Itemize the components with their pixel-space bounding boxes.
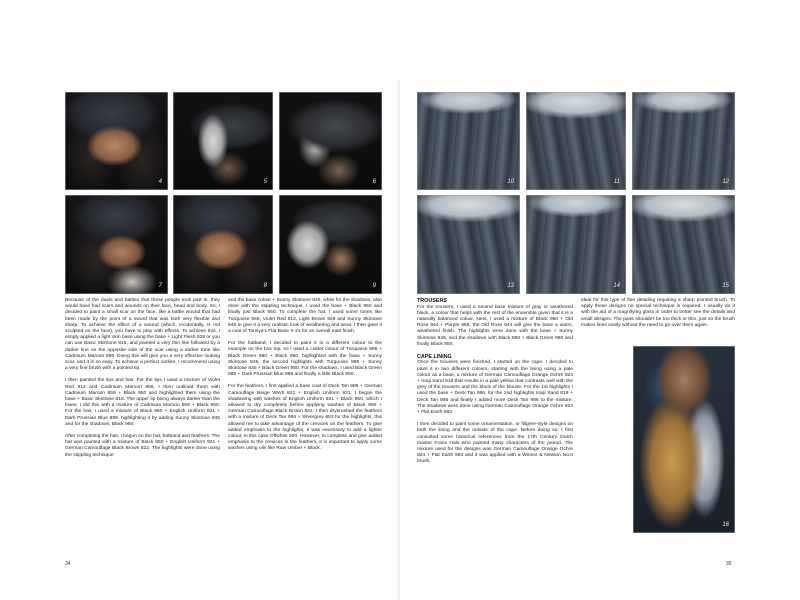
paragraph: Because of the duels and battles that these people took part in, they would have had scars and wounds on their face, head and body. So, I decided to paint a small scar on the face, like a battle wound that had been made by the point of a sword that was both very flexible and sharp. To achieve the effect of a wound (which, incidentally, is not sculpted on the face), you have to play with effects. To achieve this, I simply applied a light skin base using the base + Light Flesh 928 or you can use Basic Skintone 815, and painted a very thin line followed by a darker line on the opposite side of the scar using a darker tone like Cadmium Maroon 859. Doing this will give you a very effective looking scar, and it is so easy. To achieve a perfect outline, I recommend using a very fine brush with a pointed tip. (65, 298, 220, 372)
right-page (400, 0, 800, 600)
photo-number: 15 (722, 283, 729, 289)
paragraph: I then painted the lips and hair. For the lips I used a mixture of Violet Red 812 and Cadmium Maroon 859. I then outlined them with Cadmium Maroon 859 + Black 950 and highlighted them using the base + Basic Skintone 815. The upper lip being always darker than the lower, I did this with a mixture of Cadmium Maroon 859 + Black 950. For the hair, I used a mixture of Black 950 + English Uniform 921 + Dark Prussian Blue 899, highlighting it by adding Sunny Skintone 845 and for the shadows, Black 950. (65, 378, 220, 427)
photo-bust-three-quarter (173, 195, 273, 294)
paragraph: I then decided to paint some ornamentation, or filigree-style designs on both the lining and the outside of the cape. Before doing so, I first consulted some historical references from the 17th Century Dutch master Frans Hals who painted many characters of the period. The mixture used for the designs was German Camouflage Orange Ochre 824 + Flat Earth 983 and it was applied with a Winsor & Newton No.0 brush, (417, 422, 573, 465)
photo-trousers-detail (526, 195, 626, 294)
photo-number: 6 (372, 179, 376, 185)
photo-hat-side (279, 92, 382, 190)
photo-number: 10 (507, 179, 514, 185)
photo-number: 14 (613, 283, 620, 289)
photo-number: 12 (722, 179, 729, 185)
photo-number: 9 (372, 283, 376, 289)
paragraph: For the hatband, I decided to paint it in a different colour to the example on the box top, so I used a colder colour of Turquoise 966 + Black Green 980 + Black 950, highlighted with the base + Sunny Skintone 845, the second highlights with Turquoise 899 + Sunny Skintone 845 + Black Green 980. For the shadows, I used Black Green 980 + Dark Prussian Blue 899 and finally a little Black 950. (228, 341, 382, 378)
photo-bust-front (65, 92, 168, 190)
section-title-cape-lining: CAPE LINING (417, 353, 452, 360)
photo-trousers-back (417, 195, 520, 294)
paragraph: For the trousers, I used a neutral base mixture of gray or weathered black, a colour that helps with the rest of the ensemble given that it is a naturally balanced colour. Next, I used a mixture of Black 950 + Old Rose 944 + Purple 959, the Old Rose 944 will give the base a warm, weathered finish. The highlights were done with the base + Sunny Skintone 845, and the shadows with Black 950 + Black Green 980 and finally Black 950. (417, 304, 573, 347)
page-number: 35 (726, 561, 732, 567)
section-title-trousers: TROUSERS (417, 298, 447, 304)
photo-number: 4 (158, 179, 162, 185)
photo-hat-feather (173, 92, 273, 190)
photo-trousers-knee (526, 92, 626, 190)
photo-trousers-side (632, 92, 735, 190)
left-text-column-2 (228, 298, 382, 459)
photo-number: 8 (263, 283, 267, 289)
paragraph: ideal for this type of fine detailing requiring a sharp pointed brush. To apply these designs no special technique is required. I usually do it with the aid of a magnifying glass in order to better see the details and small designs. The paint shouldn't be too thick or thin, just so the brush makes lines easily without the need to go over them again. (581, 298, 735, 328)
photo-number: 16 (722, 522, 729, 528)
page-number: 34 (65, 561, 71, 567)
photo-cape-figure (633, 346, 735, 533)
paragraph: After completing the hair, I begun on the hat, hatband and feathers. The hat was painted with a mixture of Black 950 + English Uniform 921 + German Camouflage Black Brown 822. The highlights were done using the stippling technique (65, 434, 220, 458)
right-text-column-1 (417, 298, 573, 472)
left-text-column-1 (65, 298, 220, 465)
photo-number: 13 (507, 283, 514, 289)
photo-trousers-finished (632, 195, 735, 294)
photo-trousers-front (417, 92, 520, 190)
paragraph: For the feathers, I first applied a base coat of Deck Tan 986 + German Camouflage Beige WWII 821 + English Uniform 921. I began the shadowing with washes of English Uniform 921 + Black 950, which I allowed to dry completely before applying washes of Black 950 + German Camouflage Black Brown 822. I then drybrushed the feathers with a mixture of Deck Tan 986 + Silvergrey 883 for the highlights, this allowed me to take advantage of the crevices on the feathers. To give added emphasis to the highlights, it was necessary to add a lighter colour, in this case Offwhite 820. However, to complete and give added emphasis to the crevices in the feathers, it is important to apply some washes using oils like Raw Umber + Black. (228, 384, 382, 452)
photo-number: 7 (158, 283, 162, 289)
right-text-column-2 (581, 298, 735, 335)
photo-bust-side (65, 195, 168, 294)
photo-number: 5 (263, 179, 267, 185)
paragraph: Once the trousers were finished, I started on the cape. I decided to paint it in two different colours, starting with the lining using a pale colour as a base, a mixture of German Camouflage Orange Ochre 824 + Iraqi Sand 819 that results in a pale yellow that contrasts well with the grey of the trousers and the black of the blouse. For the 1st highlights I used the base + Deck Tan 986, for the 2nd highlights Iraqi Sand 819 + Deck Tan 986 and finally I added more Deck Tan 986 to the mixture. The shadows were done using German Camouflage Orange Ochre 824 + Flat Earth 983. (417, 360, 573, 416)
photo-number: 11 (613, 179, 620, 185)
photo-bust-feather (279, 195, 382, 294)
paragraph: and the base colour + Sunny Skintone 845, while for the shadows, also done with the stippling technique, I used the base + Black 950 and finally just Black 950. To complete the hat, I used some tones like Turquoise 966, Violet Red 812, Light Brown 929 and Sunny Skintone 845 to give it a very realistic look of weathering and wear. I then gave it a coat of Tamiya's Flat Base X-21 for an overall matt finish. (228, 298, 382, 335)
